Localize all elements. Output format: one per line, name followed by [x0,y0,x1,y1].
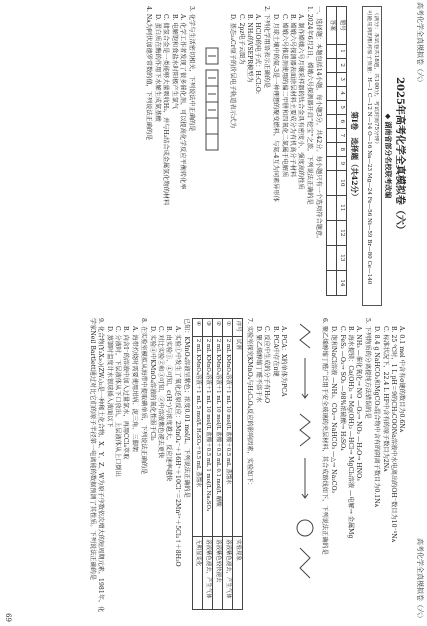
option-A: A. 实验①中发生了氧化还原反应：2MnO₄⁻＋16H⁺＋10Cl⁻＝2Mn²⁺＋5Cl₂↑＋8H₂O [173,326,181,567]
left-mark: 高考化学全真模拟卷（六） [416,2,424,86]
orbital-diagram-icon [200,46,226,156]
question-7-options [148,318,181,618]
question-2-options [228,6,261,306]
answer-blank-cell[interactable] [327,170,337,195]
answer-grid-cell: 11 [337,195,347,220]
option-B: B. 25 ℃时，1 L pH＝9的CH₃COONa溶液中水电离出的OH⁻数目为10⁻⁵Nᴀ [389,326,397,543]
option-A: A. PCA：X的单体为PCA [279,326,287,397]
synthesis-scheme [289,318,318,618]
answer-blank-cell[interactable] [327,156,337,170]
question-9: 9. 化合物(Y₂X₂₀)(ZW₃)₂是一种稀土化合物，X、Y、Z、W为原子序数依次增大的短周期元素，1981年，化学家Neil Bartlett通过对比它们的原子半径第一电离能的数据预测了其性质。下列说法正确的是 [88,318,104,613]
question-5-options [329,318,362,618]
answer-grid-header [337,7,347,296]
option-C: C. 标准状况下，22.4 L HF中含有的原子数目为2Nᴀ [381,326,389,472]
answer-blank-cell[interactable] [327,195,337,220]
answer-grid-cell: 1 [337,44,347,58]
option-D: D. 基态₂₄Cr原子的价层电子轨道表示式为 [229,14,237,129]
question-6-options [254,318,287,618]
option-A: A. NH₃ —催化氧化→ NO —O₂→ NO₂ —H₂O→ HNO₃ [354,326,362,481]
option-C: C. 分液时，下层液体从下口放出，上层液体从上口倒出 [114,326,122,477]
option-A: A. 制作嫦娥六号月壤采样器的钛合金具有密度小、强度高的性质 [296,14,304,190]
table-row [222,319,232,610]
table-row [212,319,222,610]
answer-grid-cell: 题号 [337,7,347,45]
option-A: A. 海带灼烧时需要使用坩埚、泥三角、三脚架 [130,326,138,452]
answer-grid-cell: 14 [337,270,347,295]
option-C: C. FeS₂ —O₂→ SO₂ —98%浓硫酸→ H₂SO₄ [338,326,346,451]
exam-title: 2025年高考化学全真模拟卷（六） [394,77,405,235]
question-8-options [105,318,138,618]
answer-grid-cell: 5 [337,100,347,114]
answer-blank-cell[interactable] [327,72,337,86]
option-B: B. 电解饱和食盐水时阳极产生氯气 [170,14,178,110]
experiment-cell: ③ [202,319,212,337]
experiment-cell: 无明显变化 [192,537,202,610]
experiment-cell: ④ [192,319,202,337]
option-A: A. 化学工作者发现了很多催化剂，可以提高化学反应平衡转化率 [178,14,186,190]
option-B: B. NH₃的VSEPR模型为 [245,14,253,83]
option-A: A. 0.1 mol 中含有σ键的数目为0.6Nᴀ [398,326,405,433]
experiment-cell: 溶液紫色较快褪去 [212,537,222,610]
experiment-cell: 溶液紫色褪去，产生气体 [202,537,212,610]
question-1: 1. 2024年6月2日，嫦娥六号探测器开启“挖宝”之旅，下列说法正确的是 [306,6,314,205]
option-B: B. PCA中存在π键 [271,326,279,377]
experiment-cell: 2 mL KMnO₄溶液＋1 mL 10 mol/L 盐酸＋0.5 mL 蒸馏水 [222,336,232,536]
column-left [143,6,405,306]
orbital-figure [197,46,226,306]
answer-grid-cell: 7 [337,128,347,142]
answer-blank-cell[interactable] [327,270,337,295]
answer-grid [326,6,347,296]
answer-grid-cell: 10 [337,170,347,195]
notice-text: （满分：本试卷共18题，共100分，考试时间75分钟） [372,10,379,147]
answer-blank-cell[interactable] [327,220,337,245]
part1-instruction: 一、选择题：本题包括14小题，每小题3分，共42分。每小题只有一个选项符合题意。 [315,6,323,243]
answer-grid-cell: 3 [337,72,347,86]
question-4: 4. Nᴀ为阿伏加德罗常数的值，下列说法正确的是 [144,6,152,141]
experiment-cell: 2 mL KMnO₄溶液＋1 mL 5 mol/L H₂SO₄＋0.5 mL 蒸馏水 [192,336,202,536]
option-B: B. 向含I⁻的溶液中加入过量氯水，再用CCl₄萃取 [122,326,130,460]
experiment-table [192,318,243,610]
option-C: C. 2pz电子云图为 [237,14,245,65]
answer-grid-cell: 2 [337,58,347,72]
option-A: A. HClO的电子式：H:Cl:O: [253,14,261,94]
option-D: D. 饱和NaCl溶液 —NH₃、CO₂→ NaHCO₃ —△→ Na₂CO₃ [330,326,338,494]
top-margin [407,2,425,622]
experiment-cell: ② [212,319,222,337]
answer-blank-cell[interactable] [327,114,337,128]
question-7: 7. 实验室探究KMnO₄与H₂C₂O₄反应的影响因素，实验如下： [245,318,253,489]
answer-grid-cell: 13 [337,245,347,270]
experiment-cell: 溶液紫色褪去，产生气体 [222,537,232,610]
question-8: 8. 在实验室模拟从海带中提取碘单质，下列说法正确的是 [139,318,147,475]
option-D: D. 月球土壤中的氦-3是一种理想的聚变燃料，与氦-4互为同素异形体 [272,14,280,202]
right-mark: 高考化学全真模拟卷（六） [416,538,424,622]
experiment-header-cell: 序号 [232,319,242,337]
section-title: 第Ⅰ卷 选择题（共42分） [349,111,359,201]
answer-grid-cell: 6 [337,114,347,128]
experiment-cell: ① [222,319,232,337]
experiment-cell: 2 mL KMnO₄溶液＋1 mL 10 mol/L 盐酸＋0.5 mL 1 mol/L Na₂SO₄ [202,336,212,536]
question-1-options [271,6,304,306]
answer-grid-cell: 12 [337,220,347,245]
option-D: D. 聚乙烯醇缩丁醛不溶于水 [255,326,263,403]
question-5: 5. 下列物质的分离提纯方法错误的是 [364,318,372,419]
table-row [192,319,202,610]
answer-blank-cell[interactable] [327,142,337,156]
option-B: B. 由实验①、④可知，c(H⁺)与浓度越大，反应速率越快 [165,326,173,482]
table-row [202,319,212,610]
experiment-header-cell: 试剂 [232,336,242,536]
reaction-scheme-icon [292,318,318,608]
question-2: 2. 下列化学用语表示正确的是 [263,6,271,89]
option-B: B. 海水提镁：Ca(OH)₂ → Mg(OH)₂ —HCl→ MgCl₂溶液 —电解→ 金属Mg [346,326,354,539]
answer-grid-cell: 9 [337,156,347,170]
experiment-table-header [232,319,242,610]
option-D: D. 蛋白质在酶的作用下水解生成氨基酸 [154,14,162,122]
experiment-cell: 2 mL KMnO₄溶液＋1 mL 10 mol/L 盐酸＋0.5 mL 0.1 mol/L 醋酸 [212,336,222,536]
experiment-table-body [192,319,232,610]
atomic-masses: 可能用到的相对原子质量：H—1 C—12 N—14 O—16 Na—23 Mg—24 Fe—56 Ni—59 Br—80 Ce—140 [365,10,372,285]
answer-blank-cell[interactable] [327,245,337,270]
notice-box [362,6,382,306]
question-3-options [153,6,186,306]
answer-blank-cell[interactable] [327,128,337,142]
question-7-note: 已知：KMnO₄溶液呈紫色；浓度0.01 mol/L。下列说法正确的是 [182,318,190,498]
exam-source: ◆ 湖南省部分名校联考改编 [383,113,393,199]
question-6: 6. 聚乙烯醇缩丁醛广泛用于安全玻璃的夹层材料，其合成路线如下，下列说法正确的是 [321,318,329,555]
question-4-options [372,318,405,618]
answer-blank-cell[interactable] [327,86,337,100]
option-D: D. 蒸馏时温度计水银球插入液面以下 [105,326,113,428]
option-B: B. 嫦娥六号探测器表面涂层材料主要成分为有机高分子材料 [288,14,296,178]
answer-grid-cell: 8 [337,142,347,156]
answer-row-label: 答案 [327,7,337,45]
answer-blank-cell[interactable] [327,100,337,114]
answer-blank-cell[interactable] [327,58,337,72]
experiment-header-cell: 实验现象 [232,537,242,610]
answer-grid-row [327,7,337,296]
option-C: C. 反应中生成的分子有H₂O [263,326,271,404]
question-3: 3. 化学与生活密切相关，下列说法中正确的是 [187,6,195,132]
option-D: D. 实验④中KMnO₄溶液的氧化性弱于Cl₂ [148,326,156,441]
answer-grid-cell: 4 [337,86,347,100]
answer-blank-cell[interactable] [327,44,337,58]
option-C: C. 储氢合金是一类能够大量吸收H₂，并与H₂结合成金属氢化物的材料 [162,14,170,206]
page-number: 69 [4,613,12,622]
option-D: D. 8.4 g NaHCO₃和MgCO₃混合物中含有的阴离子数目为0.1Nᴀ [373,326,381,508]
option-C: C. 对比实验②和③可知，②中溶液紫色褪去更快 [157,326,165,459]
option-C: C. 嫦娥六号推进剂使用的偏二甲肼和四氧化二氮属于电解质 [280,14,288,178]
column-right [86,318,405,618]
